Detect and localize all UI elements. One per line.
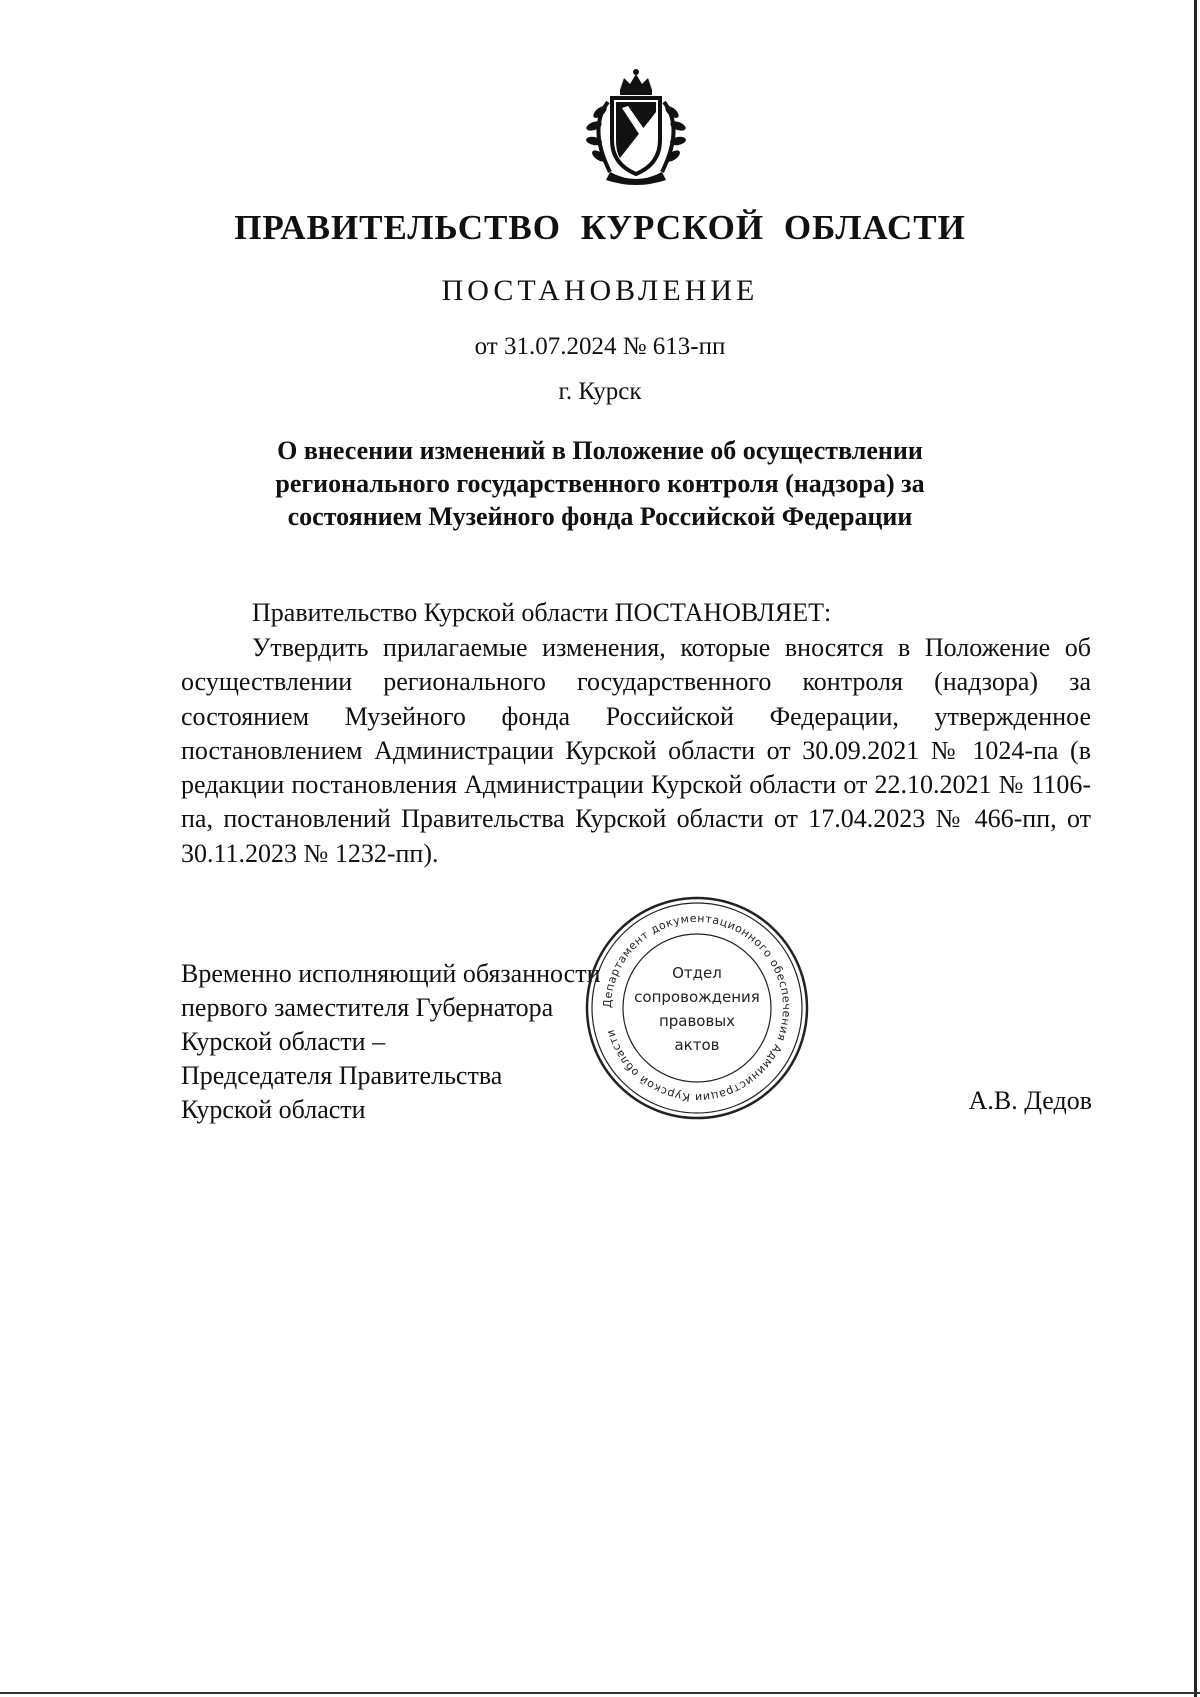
stamp-center-line: Отдел: [672, 964, 722, 982]
signatory-title: [181, 957, 601, 1127]
stamp-ring-text: Департамент документационного обеспечения Администрации Курской области: [600, 911, 794, 1105]
signatory-title-line: Председателя Правительства: [181, 1061, 503, 1090]
stamp-center-line: правовых: [658, 1012, 736, 1030]
resolution-lead: Правительство Курской области ПОСТАНОВЛЯЕТ:: [252, 598, 832, 627]
signatory-name: А.В. Дедов: [968, 1086, 1092, 1115]
signatory-title-line: Курской области –: [181, 1027, 386, 1056]
subject-line-2: регионального государственного контроля (надзора) за: [275, 469, 925, 498]
coat-of-arms-emblem: [570, 68, 702, 186]
document-city: г. Курск: [558, 378, 642, 405]
signatory-title-line: Курской области: [181, 1095, 366, 1124]
scan-edge-bottom: [0, 1692, 1200, 1694]
subject-line-3: состоянием Музейного фонда Российской Федерации: [287, 502, 913, 531]
official-stamp: [582, 893, 812, 1123]
scan-edge-right: [1194, 0, 1197, 1697]
signatory-title-line: Временно исполняющий обязанности: [181, 959, 601, 988]
stamp-center-line: актов: [674, 1036, 720, 1054]
subject-line-1: О внесении изменений в Положение об осуществлении: [277, 436, 923, 465]
organization-title: ПРАВИТЕЛЬСТВО КУРСКОЙ ОБЛАСТИ: [234, 208, 966, 247]
document-type: ПОСТАНОВЛЕНИЕ: [441, 274, 759, 307]
stamp-center-line: сопровождения: [634, 988, 760, 1006]
signatory-title-line: первого заместителя Губернатора: [181, 993, 554, 1022]
document-subject: [220, 434, 980, 533]
resolution-paragraph: Утвердить прилагаемые изменения, которые вносятся в Положение об осуществлении регионального государственного контроля (надзора) за состоянием Музейного фонда Российской Федерации, утвержденное постановлением Администрации Курской области от 30.09.2021 № 1024-па (в редакции постановления Администрации Курской области от 22.10.2021 № 1106-па, постановлений Правительства Курской области от 17.04.2023 № 466-пп, от 30.11.2023 № 1232-пп).: [181, 633, 1091, 868]
document-date-number: от 31.07.2024 № 613-пп: [474, 333, 726, 360]
